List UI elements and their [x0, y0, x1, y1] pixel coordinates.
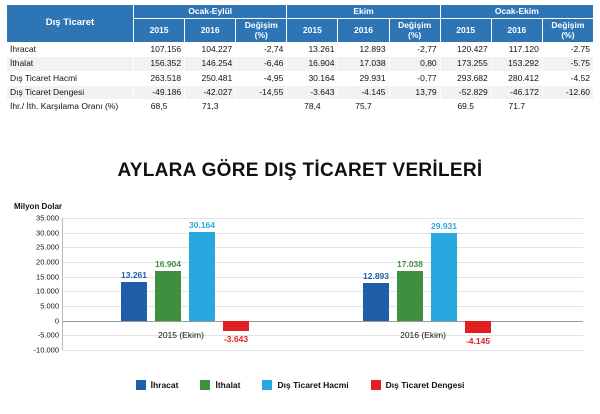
bar-ithalat-2015	[155, 259, 181, 321]
bar-value-label: 29.931	[431, 220, 457, 231]
y-tick: 10.000	[36, 286, 59, 296]
legend-label: Dış Ticaret Hacmi	[277, 380, 349, 390]
bar-value-label: 30.164	[189, 220, 215, 231]
table-cell: -3.643	[287, 86, 338, 100]
y-tick: 35.000	[36, 213, 59, 223]
chart-title: AYLARA GÖRE DIŞ TİCARET VERİLERİ	[117, 160, 483, 181]
bar-chart	[6, 196, 594, 408]
table-cell: -12.60	[542, 86, 593, 100]
table-cell: -6,46	[236, 57, 287, 71]
legend-item-ihracat[interactable]	[136, 380, 179, 390]
table-cell: 0,80	[389, 57, 440, 71]
y-tick: -10.000	[33, 345, 59, 355]
table-cell: 104.227	[185, 43, 236, 57]
table-cell	[389, 100, 440, 114]
table-col-header: 2015	[134, 19, 185, 43]
table-row	[7, 57, 594, 71]
legend-label: İhracat	[150, 380, 179, 390]
table-col-header: 2016	[491, 19, 542, 43]
table-cell: -4.145	[338, 86, 389, 100]
table-cell: -2,77	[389, 43, 440, 57]
legend-swatch-icon	[200, 380, 210, 390]
x-axis-category-label: 2015 (Ekim)	[158, 330, 204, 340]
table-cell: 30.164	[287, 71, 338, 85]
table-cell: -49.186	[134, 86, 185, 100]
table-col-header: Değişim (%)	[542, 19, 593, 43]
table-group-header-ocak-eylul: Ocak-Eylül	[134, 5, 287, 19]
table-cell: -42.027	[185, 86, 236, 100]
table-cell: 69.5	[440, 100, 491, 114]
bar-ihracat-2015	[121, 269, 147, 321]
bar-denge-2016	[465, 321, 491, 346]
y-tick: -5.000	[37, 330, 59, 340]
table-cell: 293.682	[440, 71, 491, 85]
table-cell: -4,95	[236, 71, 287, 85]
bar-value-label: 17.038	[397, 258, 423, 269]
legend-label: İthalat	[215, 380, 241, 390]
table-cell: 12.893	[338, 43, 389, 57]
table-cell: 13.261	[287, 43, 338, 57]
table-cell: 71.7	[491, 100, 542, 114]
table-cell: 29.931	[338, 71, 389, 85]
table-cell: 71,3	[185, 100, 236, 114]
table-cell: 17.038	[338, 57, 389, 71]
table-cell: 146.254	[185, 57, 236, 71]
table-cell: -2.75	[542, 43, 593, 57]
table-cell: 250.481	[185, 71, 236, 85]
table-row-label: İthalat	[7, 57, 134, 71]
bar-value-label: -4.145	[465, 335, 491, 346]
table-row	[7, 86, 594, 100]
table-cell: 68,5	[134, 100, 185, 114]
table-cell: 78,4	[287, 100, 338, 114]
bar-hacim-2016	[431, 220, 457, 321]
table-row-label: Dış Ticaret Hacmi	[7, 71, 134, 85]
table-cell: 75,7	[338, 100, 389, 114]
x-axis-category-label: 2016 (Ekim)	[400, 330, 446, 340]
bar-denge-2015	[223, 321, 249, 345]
table-header-group-row	[7, 5, 594, 19]
legend-label: Dış Ticaret Dengesi	[385, 380, 465, 390]
table-cell: 107.156	[134, 43, 185, 57]
table-col-header: 2016	[185, 19, 236, 43]
bar-hacim-2015	[189, 220, 215, 321]
table-col-header: 2015	[440, 19, 491, 43]
bar-value-label: -3.643	[223, 334, 249, 345]
y-tick: 0	[54, 316, 59, 326]
y-axis-unit-label: Milyon Dolar	[14, 202, 63, 211]
table-cell: -46.172	[491, 86, 542, 100]
y-tick: 5.000	[40, 301, 59, 311]
legend-swatch-icon	[136, 380, 146, 390]
legend-item-dis-ticaret-dengesi[interactable]	[371, 380, 465, 390]
table-col-header: Değişim (%)	[236, 19, 287, 43]
table-cell: 13,79	[389, 86, 440, 100]
table-cell: 117.120	[491, 43, 542, 57]
bar-ihracat-2016	[363, 270, 389, 321]
table-row	[7, 71, 594, 85]
table-group-header-ekim: Ekim	[287, 5, 440, 19]
legend-item-ithalat[interactable]	[200, 380, 240, 390]
table-row-label: Dış Ticaret Dengesi	[7, 86, 134, 100]
chart-legend	[6, 380, 594, 390]
table-col-header: Değişim (%)	[389, 19, 440, 43]
legend-swatch-icon	[371, 380, 381, 390]
table-cell: 156.352	[134, 57, 185, 71]
table-cell	[236, 100, 287, 114]
table-cell: 153.292	[491, 57, 542, 71]
chart-plot-area	[33, 213, 583, 355]
table-cell: -14,55	[236, 86, 287, 100]
table-col-header: 2015	[287, 19, 338, 43]
legend-item-dis-ticaret-hacmi[interactable]	[262, 380, 348, 390]
bar-ithalat-2016	[397, 258, 423, 321]
bar-value-label: 13.261	[121, 269, 147, 280]
table-cell: 280.412	[491, 71, 542, 85]
table-cell: 263.518	[134, 71, 185, 85]
legend-swatch-icon	[262, 380, 272, 390]
trade-data-table	[6, 4, 594, 115]
table-row-label: İhr./ İth. Karşılama Oranı (%)	[7, 100, 134, 114]
table-cell: 16.904	[287, 57, 338, 71]
table-col-header: 2016	[338, 19, 389, 43]
y-tick: 15.000	[36, 272, 59, 282]
table-corner-header: Dış Ticaret	[7, 5, 134, 43]
y-tick: 20.000	[36, 257, 59, 267]
table-cell: -5.75	[542, 57, 593, 71]
table-cell: -4.52	[542, 71, 593, 85]
table-cell: -52.829	[440, 86, 491, 100]
bar-value-label: 16.904	[155, 259, 181, 270]
table-cell: -0,77	[389, 71, 440, 85]
table-row	[7, 100, 594, 114]
table-cell: 173.255	[440, 57, 491, 71]
table-cell: -2,74	[236, 43, 287, 57]
table-cell: 120.427	[440, 43, 491, 57]
y-tick: 30.000	[36, 228, 59, 238]
table-cell	[542, 100, 593, 114]
table-group-header-ocak-ekim: Ocak-Ekim	[440, 5, 593, 19]
y-tick: 25.000	[36, 242, 59, 252]
bar-value-label: 12.893	[363, 270, 389, 281]
table-row	[7, 43, 594, 57]
table-row-label: İhracat	[7, 43, 134, 57]
